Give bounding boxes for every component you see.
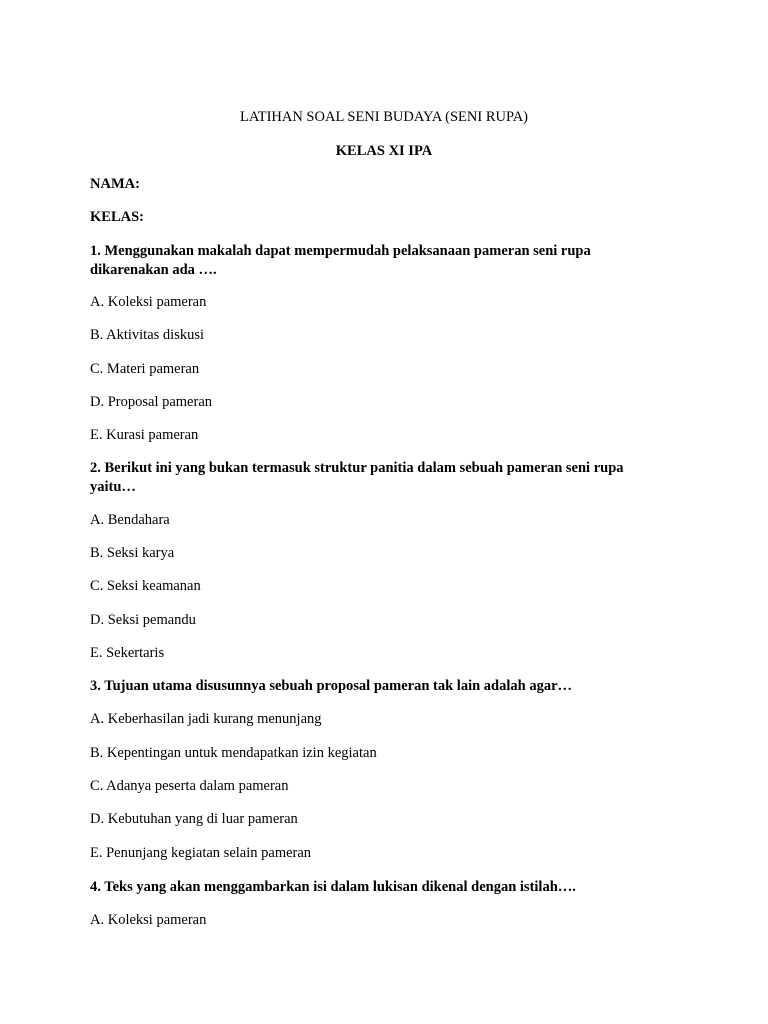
question-2-option-a: A. Bendahara	[90, 512, 170, 528]
question-3-option-a: A. Keberhasilan jadi kurang menunjang	[90, 711, 322, 727]
question-1-option-d: D. Proposal pameran	[90, 394, 213, 410]
document-subtitle: KELAS XI IPA	[335, 143, 433, 159]
question-3-option-d: D. Kebutuhan yang di luar pameran	[90, 811, 298, 827]
question-2-option-c: C. Seksi keamanan	[90, 578, 201, 594]
question-2-option-e: E. Sekertaris	[90, 645, 165, 661]
name-field-label: NAMA:	[90, 176, 140, 192]
question-2-text-line2: yaitu…	[90, 479, 136, 495]
class-field-label: KELAS:	[90, 209, 144, 225]
question-1-option-e: E. Kurasi pameran	[90, 427, 199, 443]
question-1-option-a: A. Koleksi pameran	[90, 294, 207, 310]
question-4-text: 4. Teks yang akan menggambarkan isi dalam lukisan dikenal dengan istilah….	[90, 879, 576, 895]
question-4-option-a: A. Koleksi pameran	[90, 912, 207, 928]
question-3-option-b: B. Kepentingan untuk mendapatkan izin kegiatan	[90, 745, 377, 761]
question-3-option-c: C. Adanya peserta dalam pameran	[90, 778, 289, 794]
question-1-text-line1: 1. Menggunakan makalah dapat mempermudah pelaksanaan pameran seni rupa	[90, 243, 591, 259]
question-2-option-d: D. Seksi pemandu	[90, 612, 196, 628]
document-title: LATIHAN SOAL SENI BUDAYA (SENI RUPA)	[239, 109, 528, 125]
question-3-text: 3. Tujuan utama disusunnya sebuah proposal pameran tak lain adalah agar…	[90, 678, 573, 694]
question-1-option-c: C. Materi pameran	[90, 361, 200, 377]
question-2-option-b: B. Seksi karya	[90, 545, 175, 561]
question-1-text-line2: dikarenakan ada ….	[90, 262, 217, 278]
question-1-option-b: B. Aktivitas diskusi	[90, 327, 205, 343]
question-2-text-line1: 2. Berikut ini yang bukan termasuk struktur panitia dalam sebuah pameran seni rupa	[90, 460, 624, 476]
question-3-option-e: E. Penunjang kegiatan selain pameran	[90, 845, 312, 861]
